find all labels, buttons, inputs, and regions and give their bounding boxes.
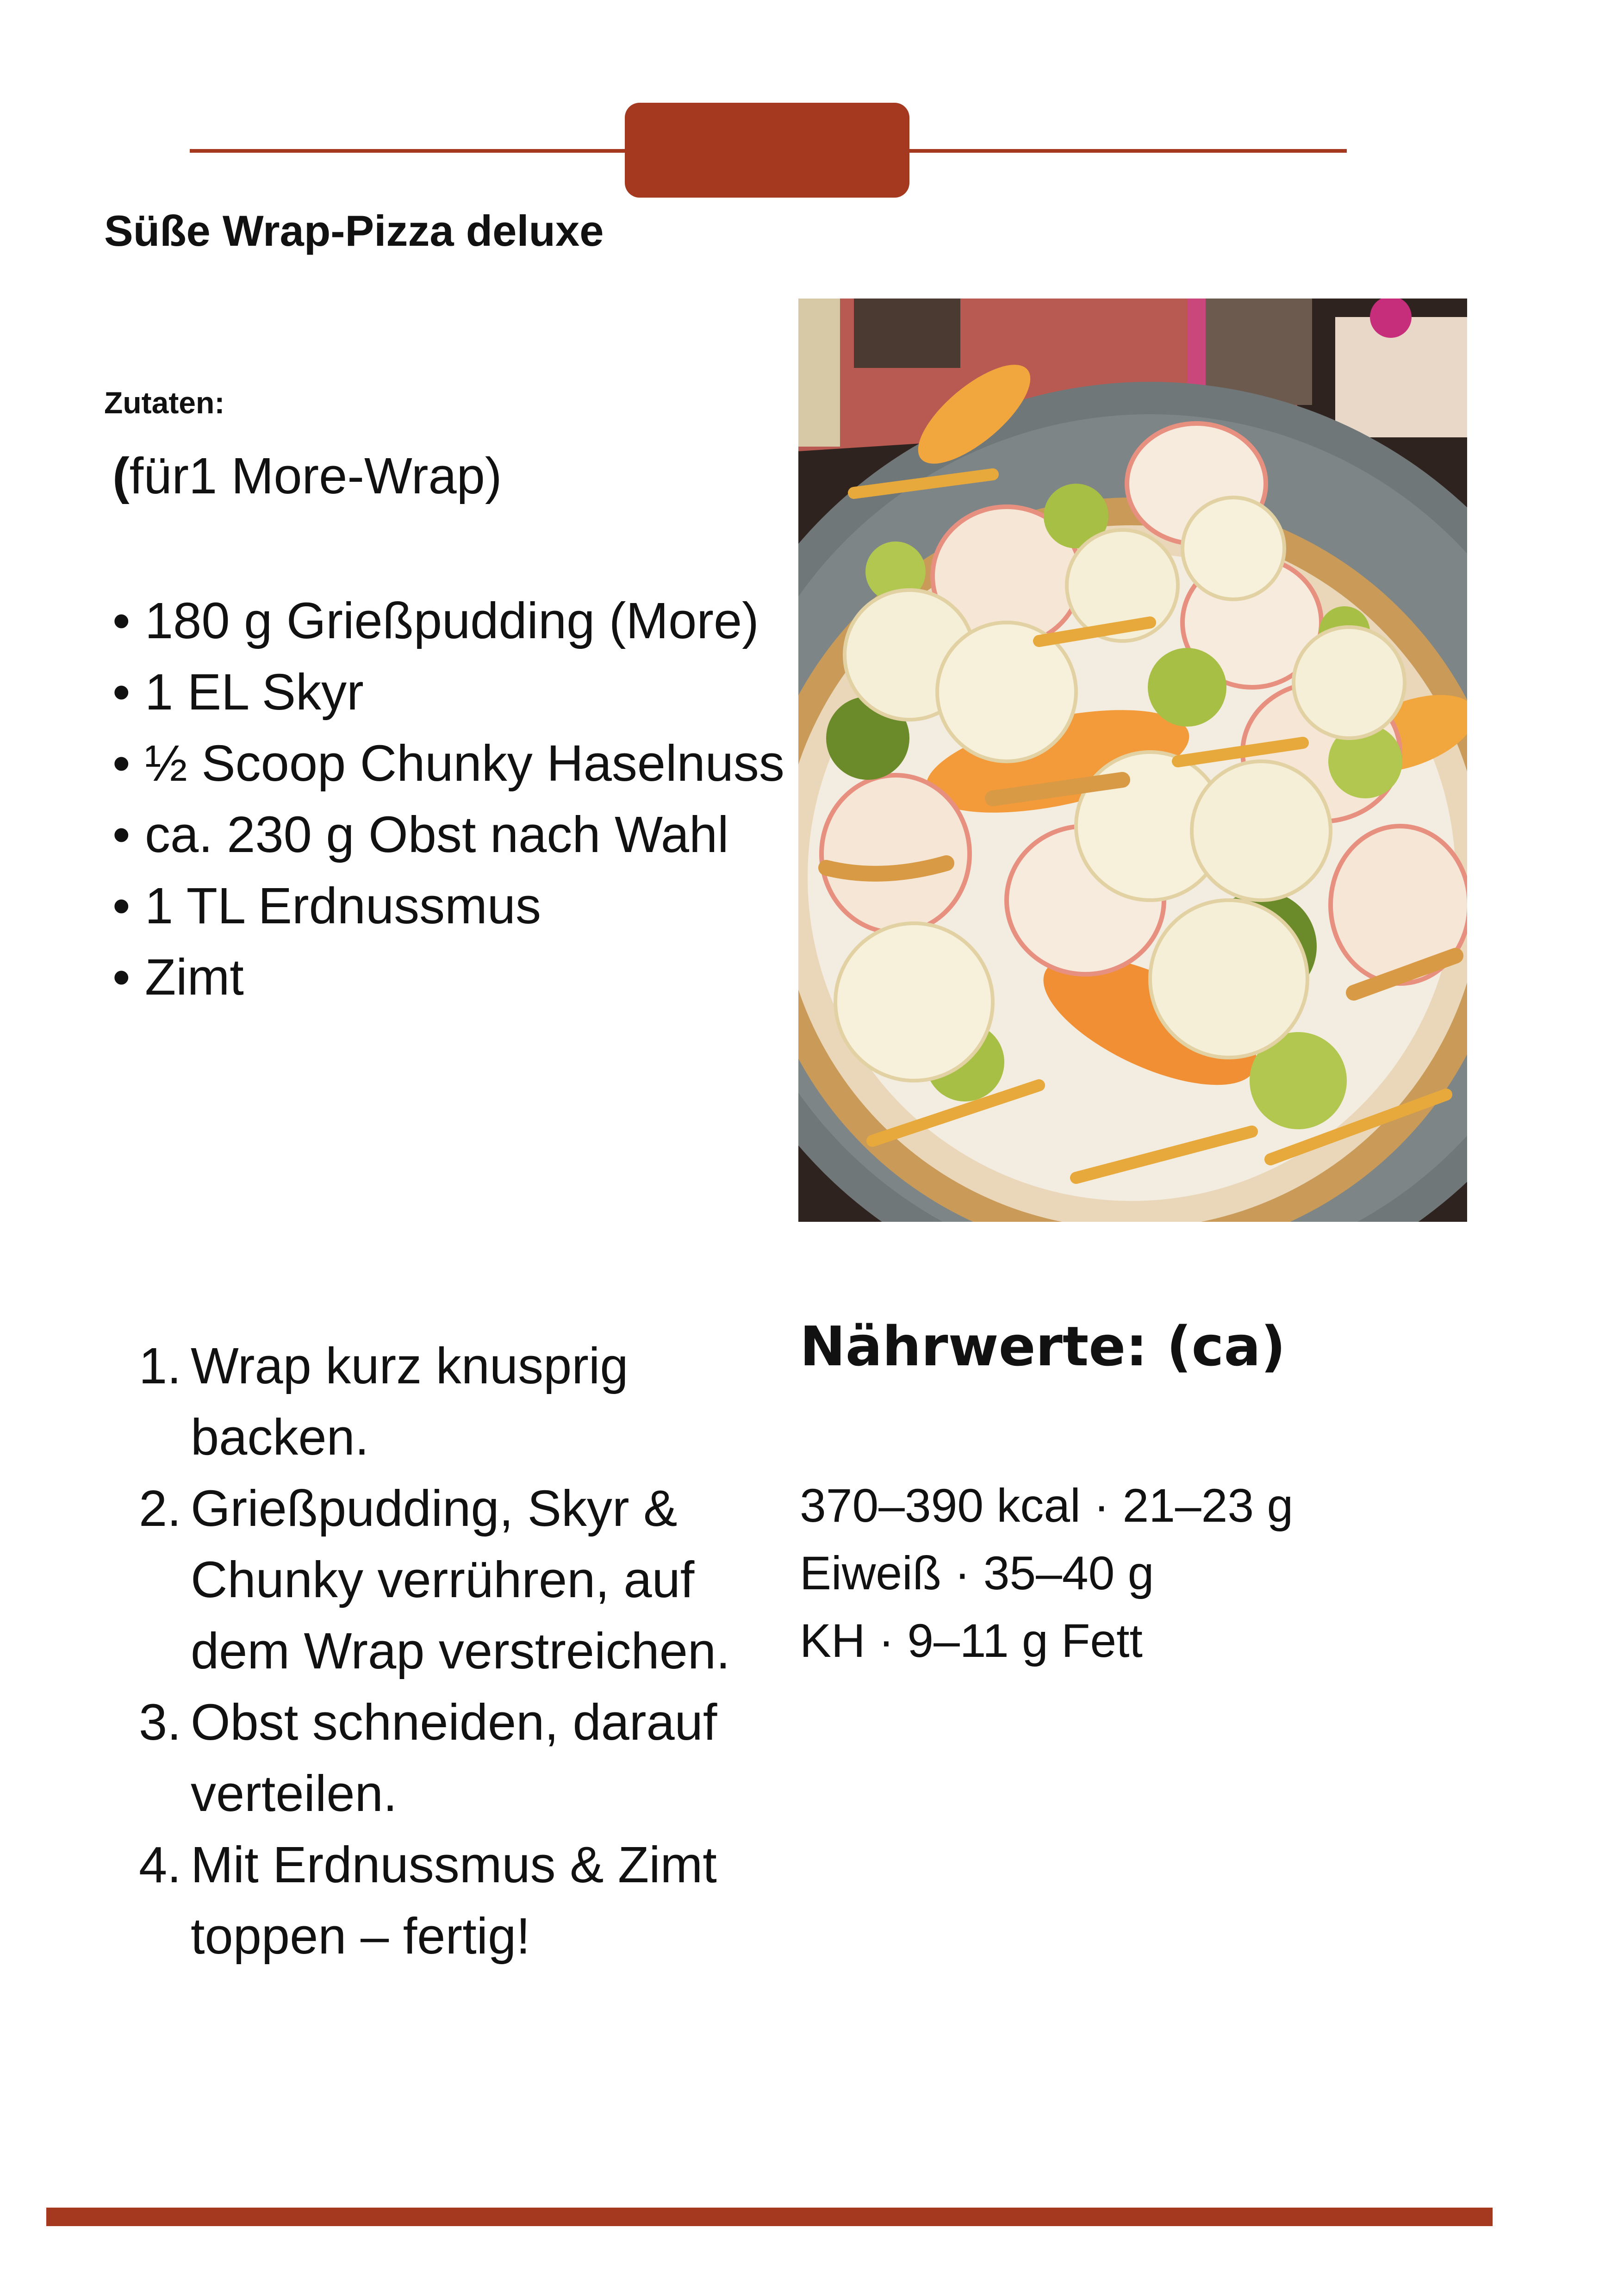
ingredient-item <box>112 728 784 799</box>
step-number: 3. <box>139 1694 181 1751</box>
bullet-icon: • <box>112 592 131 649</box>
instruction-step <box>139 1473 787 1687</box>
bullet-icon: • <box>112 877 131 934</box>
instruction-list <box>139 1331 787 1972</box>
bullet-icon: • <box>112 735 131 792</box>
recipe-photo <box>798 299 1467 1222</box>
ingredient-text: 1 EL Skyr <box>145 664 364 721</box>
serving-text: für1 More-Wrap) <box>129 448 502 504</box>
step-text: Mit Erdnussmus & Zimt toppen – fertig! <box>191 1836 717 1965</box>
step-number: 2. <box>139 1480 181 1537</box>
ingredient-list <box>112 585 784 1013</box>
bullet-icon: • <box>112 806 131 863</box>
nutrition-line: 370–390 kcal · 21–23 g <box>800 1479 1294 1532</box>
ingredient-text: Zimt <box>145 949 244 1006</box>
step-text: Grießpudding, Skyr & Chunky verrühren, auf dem Wrap verstreichen. <box>191 1480 730 1680</box>
ingredient-item <box>112 585 784 657</box>
recipe-title: Süße Wrap-Pizza deluxe <box>104 206 604 255</box>
serving-size <box>112 447 502 505</box>
ingredient-text: ca. 230 g Obst nach Wahl <box>145 806 729 863</box>
wrap-pizza-photo <box>798 299 1467 1222</box>
step-number: 1. <box>139 1338 181 1394</box>
nutrition-line: KH · 9–11 g Fett <box>800 1614 1143 1667</box>
bullet-icon: • <box>112 664 131 721</box>
step-text: Obst schneiden, darauf verteilen. <box>191 1694 717 1822</box>
ingredient-text: ½ Scoop Chunky Haselnuss <box>145 735 784 792</box>
nutrition-heading: Nährwerte: (ca) <box>800 1314 1286 1378</box>
footer-bar <box>46 2208 1493 2226</box>
instruction-step <box>139 1687 787 1829</box>
ingredient-item <box>112 799 784 871</box>
nutrition-values <box>800 1472 1293 1674</box>
ingredient-item <box>112 871 784 942</box>
step-number: 4. <box>139 1836 181 1893</box>
ingredient-text: 1 TL Erdnussmus <box>145 877 541 934</box>
nutrition-line: Eiweiß · 35–40 g <box>800 1547 1154 1599</box>
step-text: Wrap kurz knusprig backen. <box>191 1338 629 1466</box>
ingredient-text: 180 g Grießpudding (More) <box>145 592 759 649</box>
instruction-step <box>139 1829 787 1972</box>
serving-open-paren: ( <box>112 448 130 504</box>
ingredient-item <box>112 657 784 728</box>
ingredient-item <box>112 942 784 1013</box>
header-tab-decoration <box>625 103 909 198</box>
bullet-icon: • <box>112 949 131 1006</box>
ingredients-heading: Zutaten: <box>104 386 225 420</box>
instruction-step <box>139 1331 787 1473</box>
